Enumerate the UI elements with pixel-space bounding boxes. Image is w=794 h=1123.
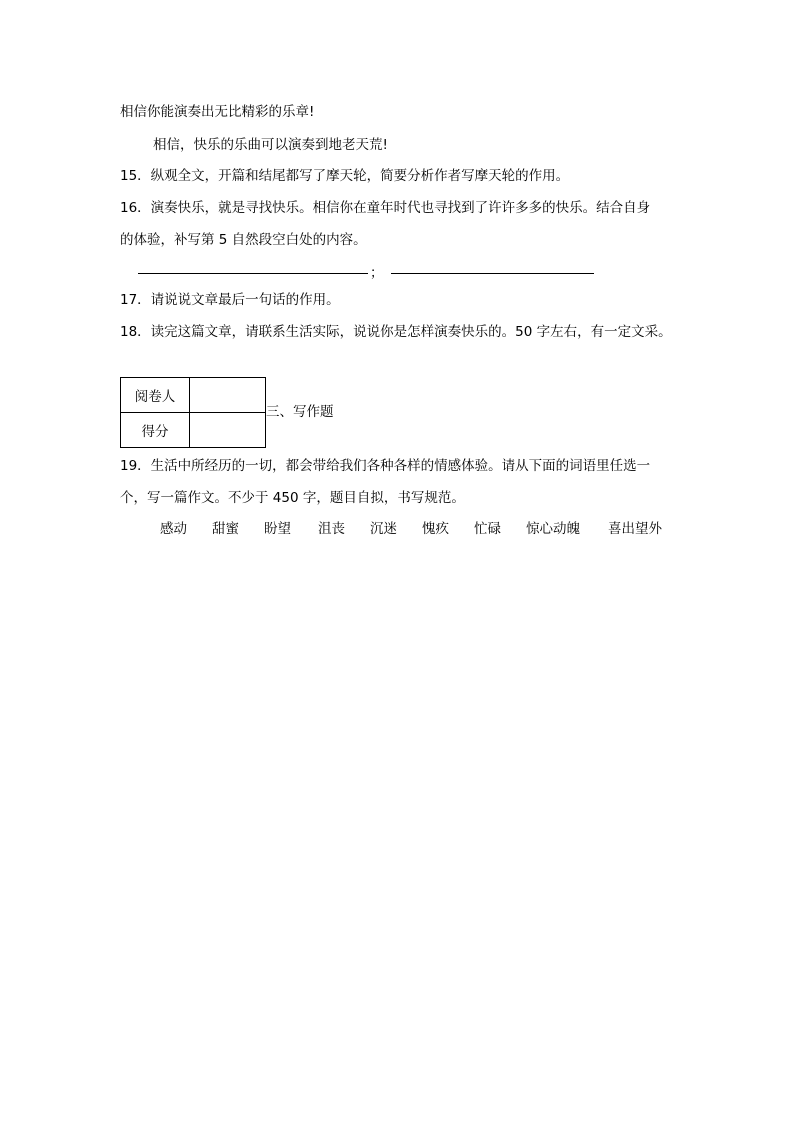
word-option: 盼望 bbox=[264, 521, 291, 537]
word-option: 忙碌 bbox=[474, 521, 501, 537]
grader-row-reviewer bbox=[121, 378, 266, 413]
word-option: 沮丧 bbox=[318, 521, 345, 537]
passage-line-1: 相信你能演奏出无比精彩的乐章! bbox=[120, 104, 315, 120]
reviewer-cell[interactable] bbox=[190, 378, 266, 413]
word-option: 惊心动魄 bbox=[526, 521, 580, 537]
question-18: 18．读完这篇文章，请联系生活实际，说说你是怎样演奏快乐的。50 字左右，有一定文采。 bbox=[120, 324, 672, 340]
question-15: 15．纵观全文，开篇和结尾都写了摩天轮，简要分析作者写摩天轮的作用。 bbox=[120, 168, 570, 184]
score-cell[interactable] bbox=[190, 413, 266, 448]
question-16-line-1: 16．演奏快乐，就是寻找快乐。相信你在童年时代也寻找到了许许多多的快乐。结合自身 bbox=[120, 200, 651, 216]
word-option: 感动 bbox=[160, 521, 187, 537]
word-option: 甜蜜 bbox=[212, 521, 239, 537]
answer-blank-2[interactable] bbox=[391, 273, 594, 274]
grader-row-score bbox=[121, 413, 266, 448]
blank-separator: ； bbox=[370, 265, 384, 281]
grader-table bbox=[120, 377, 266, 448]
word-option: 愧疚 bbox=[422, 521, 449, 537]
passage-line-2: 相信，快乐的乐曲可以演奏到地老天荒! bbox=[153, 137, 388, 153]
question-16-line-2: 的体验，补写第 5 自然段空白处的内容。 bbox=[120, 232, 367, 248]
word-options bbox=[0, 520, 794, 540]
question-17: 17．请说说文章最后一句话的作用。 bbox=[120, 292, 340, 308]
reviewer-label: 阅卷人 bbox=[121, 378, 190, 413]
question-19-line-2: 个，写一篇作文。不少于 450 字，题目自拟，书写规范。 bbox=[120, 490, 465, 506]
section-title: 三、写作题 bbox=[266, 404, 334, 420]
score-label: 得分 bbox=[121, 413, 190, 448]
word-option: 喜出望外 bbox=[608, 521, 662, 537]
answer-blank-1[interactable] bbox=[138, 273, 368, 274]
word-option: 沉迷 bbox=[370, 521, 397, 537]
question-19-line-1: 19．生活中所经历的一切，都会带给我们各种各样的情感体验。请从下面的词语里任选一 bbox=[120, 458, 651, 474]
